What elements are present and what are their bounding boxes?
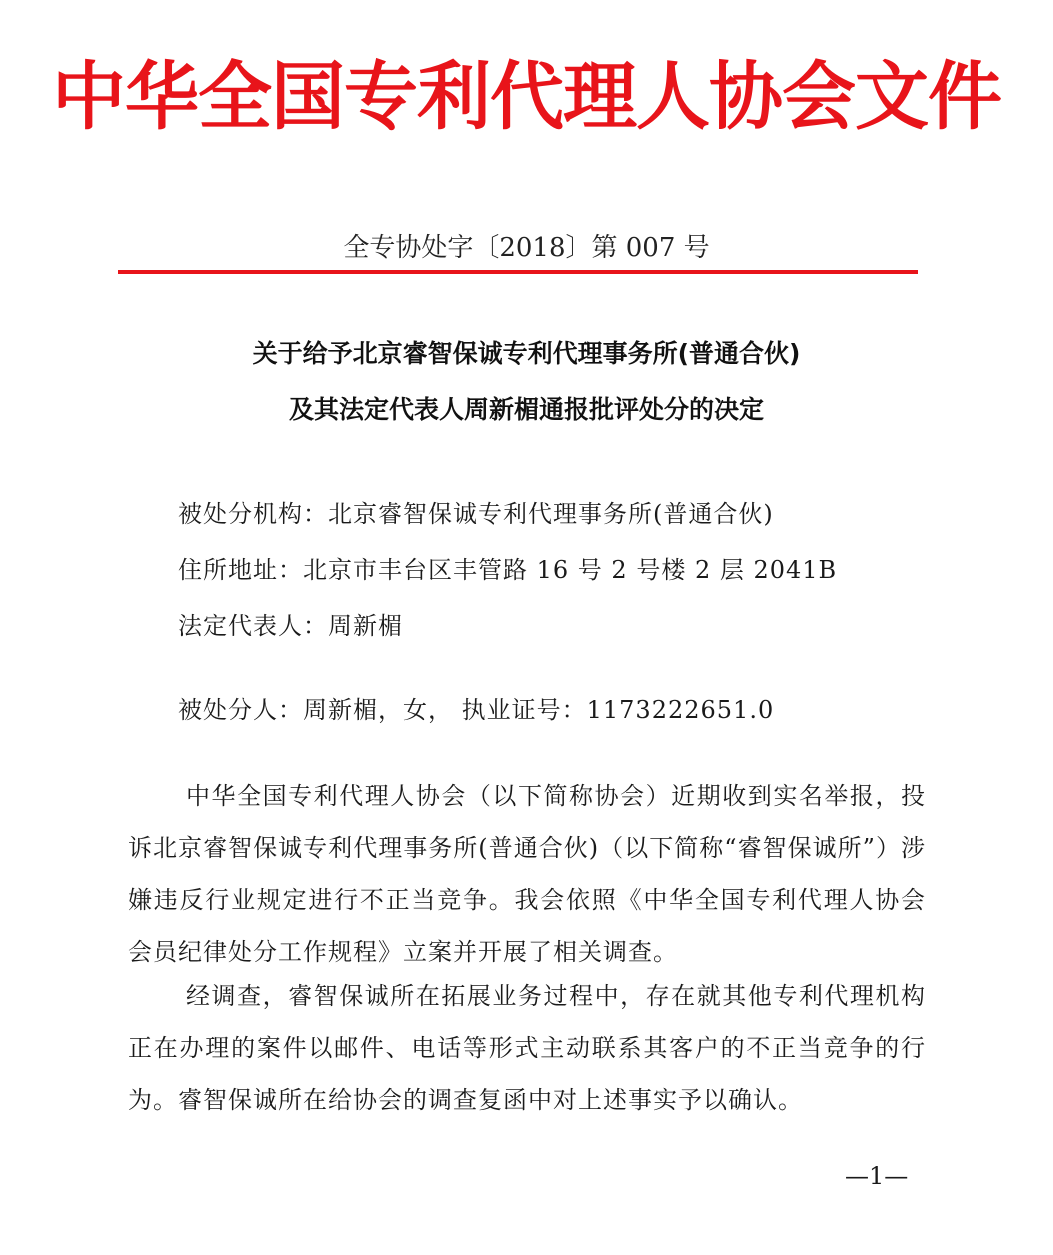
body-paragraph-2: 经调查，睿智保诚所在拓展业务过程中，存在就其他专利代理机构正在办理的案件以邮件、电话等形式主动联系其客户的不正当竞争的行为。睿智保诚所在给协会的调查复函中对上述事实予以确认。 — [128, 982, 926, 1114]
red-divider-line — [118, 270, 918, 274]
field-sanctioned-institution: 被处分机构：北京睿智保诚专利代理事务所(普通合伙) — [178, 500, 774, 528]
field-address: 住所地址：北京市丰台区丰管路 16 号 2 号楼 2 层 2041B — [178, 556, 838, 584]
body-paragraph-1: 中华全国专利代理人协会（以下简称协会）近期收到实名举报，投诉北京睿智保诚专利代理事务所(普通合伙)（以下简称“睿智保诚所”）涉嫌违反行业规定进行不正当竞争。我会依照《中华全国专利代理人协会会员纪律处分工作规程》立案并开展了相关调查。 — [128, 782, 926, 966]
document-number: 全专协处字〔2018〕第 007 号 — [343, 233, 710, 263]
field-legal-representative: 法定代表人：周新楣 — [178, 612, 403, 640]
decision-title-line-2: 及其法定代表人周新楣通报批评处分的决定 — [288, 395, 764, 424]
masthead-title: 中华全国专利代理人协会文件 — [52, 54, 1001, 140]
field-sanctioned-person: 被处分人：周新楣，女， 执业证号：1173222651.0 — [178, 696, 775, 724]
decision-title-line-1: 关于给予北京睿智保诚专利代理事务所(普通合伙) — [252, 339, 801, 368]
page-number: —1— — [845, 1162, 909, 1190]
